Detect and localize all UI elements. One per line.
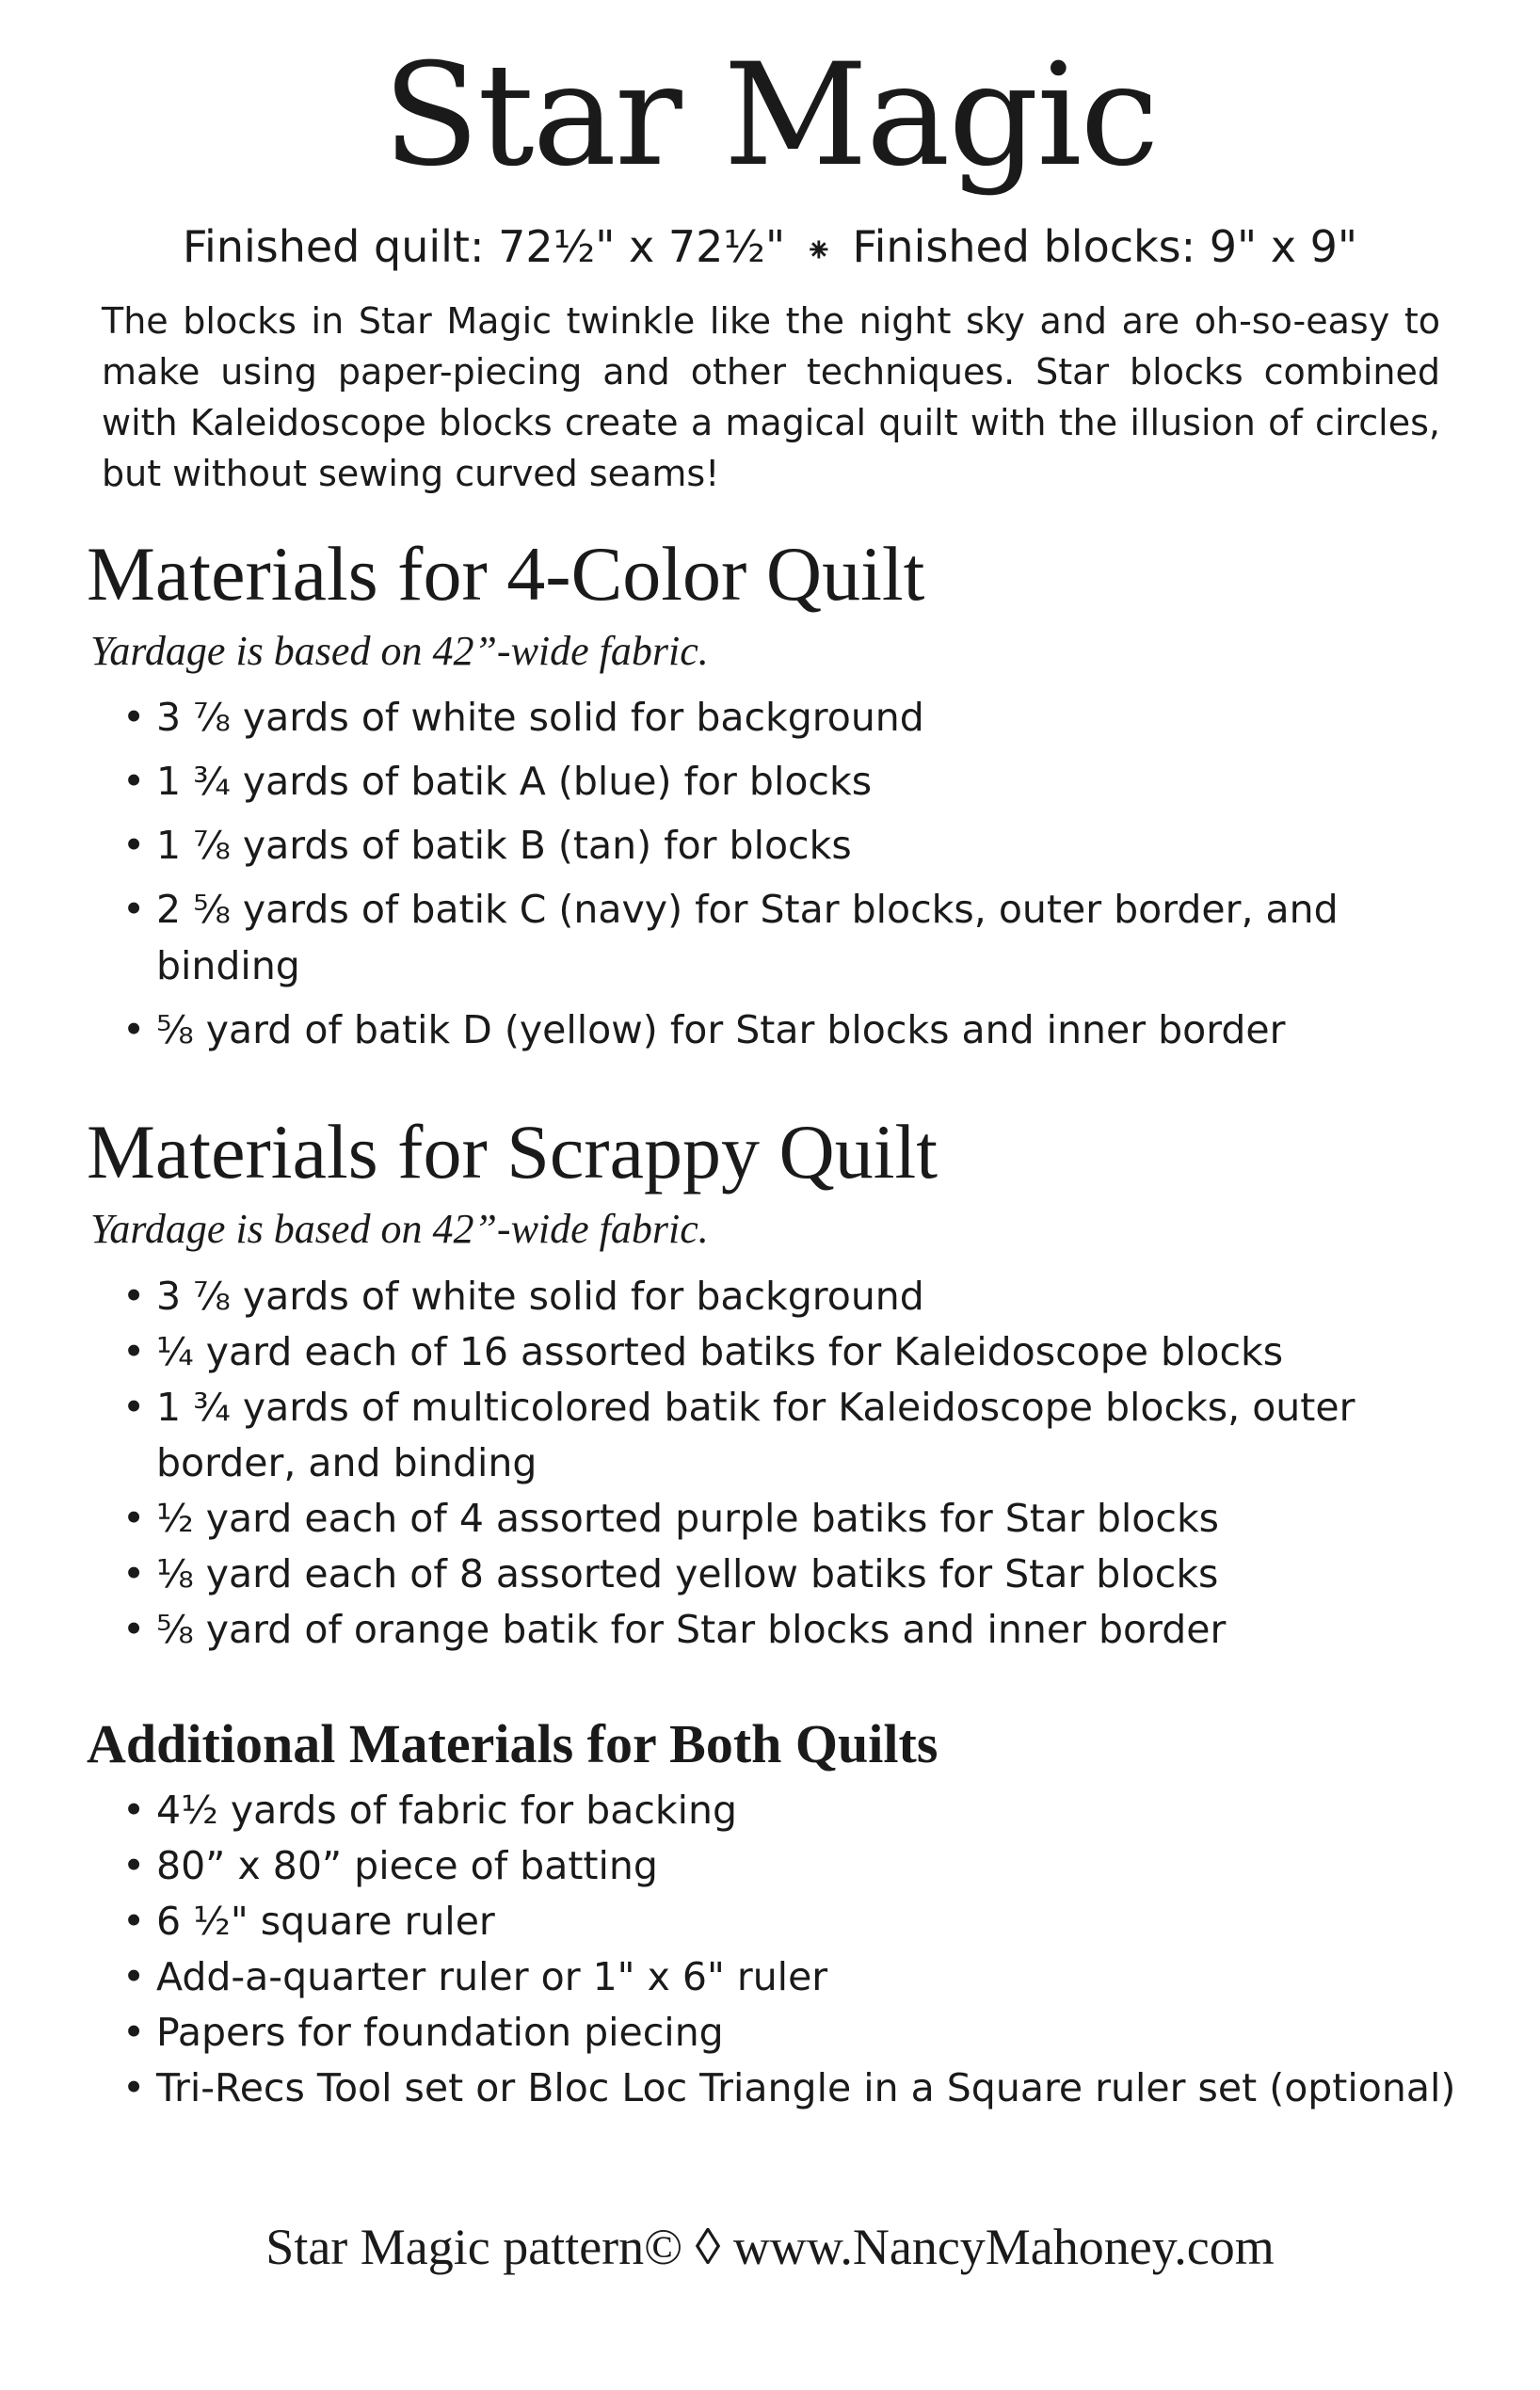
list-item: • Papers for foundation piecing xyxy=(122,2005,1459,2061)
bullet-icon: • xyxy=(122,1607,146,1652)
list-item: • ⅛ yard each of 8 assorted yellow batiks for Star blocks xyxy=(122,1547,1459,1602)
footer-copyright: Star Magic pattern© ◊ www.NancyMahoney.com xyxy=(265,2219,1275,2275)
bullet-icon: • xyxy=(122,695,146,740)
list-item: • 1 ¾ yards of batik A (blue) for blocks xyxy=(122,753,1459,810)
intro-paragraph: The blocks in Star Magic twinkle like the night sky and are oh-so-easy to make using paper-piecing and other techniques. Star blocks combined with Kaleidoscope blocks create a magical quilt with the illusion of circles, but without sewing curved seams! xyxy=(102,300,1440,494)
scrappy-heading: Materials for Scrappy Quilt xyxy=(87,1109,938,1195)
scrappy-materials-list xyxy=(122,1269,1459,1658)
bullet-icon: • xyxy=(122,1843,146,1888)
additional-materials-list xyxy=(122,1783,1459,2116)
list-item: • 2 ⅝ yards of batik C (navy) for Star blocks, outer border, and binding xyxy=(122,881,1459,994)
bullet-icon: • xyxy=(122,1496,146,1541)
bullet-icon: • xyxy=(122,823,146,868)
list-item: • 4½ yards of fabric for backing xyxy=(122,1783,1459,1838)
bullet-icon: • xyxy=(122,1274,146,1319)
four-color-yardage-note: Yardage is based on 42”-wide fabric. xyxy=(90,628,709,674)
bullet-icon: • xyxy=(122,1899,146,1944)
page-title: Star Magic xyxy=(382,34,1158,198)
bullet-icon: • xyxy=(122,887,146,932)
list-item: • ½ yard each of 4 assorted purple batiks for Star blocks xyxy=(122,1491,1459,1547)
bullet-icon: • xyxy=(122,1329,146,1374)
bullet-icon: • xyxy=(122,759,146,804)
finished-quilt-size: Finished quilt: 72½" x 72½" xyxy=(182,221,786,272)
list-item: • Add-a-quarter ruler or 1" x 6" ruler xyxy=(122,1949,1459,2005)
list-item: • 80” x 80” piece of batting xyxy=(122,1838,1459,1894)
list-item: • 3 ⅞ yards of white solid for background xyxy=(122,1269,1459,1324)
list-item: • ¼ yard each of 16 assorted batiks for Kaleidoscope blocks xyxy=(122,1324,1459,1380)
bullet-icon: • xyxy=(122,1788,146,1833)
asterism-separator-icon: ⁕ xyxy=(804,232,833,270)
four-color-heading: Materials for 4-Color Quilt xyxy=(87,531,925,617)
additional-materials-heading: Additional Materials for Both Quilts xyxy=(87,1713,938,1774)
bullet-icon: • xyxy=(122,2010,146,2055)
list-item: • 1 ¾ yards of multicolored batik for Kaleidoscope blocks, outer border, and binding xyxy=(122,1380,1459,1491)
list-item: • 6 ½" square ruler xyxy=(122,1894,1459,1949)
bullet-icon: • xyxy=(122,1007,146,1052)
bullet-icon: • xyxy=(122,1385,146,1430)
list-item: • Tri-Recs Tool set or Bloc Loc Triangle in a Square ruler set (optional) xyxy=(122,2061,1459,2116)
bullet-icon: • xyxy=(122,1954,146,1999)
bullet-icon: • xyxy=(122,2065,146,2110)
bullet-icon: • xyxy=(122,1551,146,1596)
finished-block-size: Finished blocks: 9" x 9" xyxy=(852,221,1358,272)
four-color-materials-list xyxy=(122,689,1459,1066)
list-item: • 3 ⅞ yards of white solid for background xyxy=(122,689,1459,746)
list-item: • 1 ⅞ yards of batik B (tan) for blocks xyxy=(122,817,1459,874)
scrappy-yardage-note: Yardage is based on 42”-wide fabric. xyxy=(90,1206,709,1252)
list-item: • ⅝ yard of batik D (yellow) for Star blocks and inner border xyxy=(122,1002,1459,1058)
list-item: • ⅝ yard of orange batik for Star blocks and inner border xyxy=(122,1602,1459,1658)
finished-sizes xyxy=(0,218,1540,280)
